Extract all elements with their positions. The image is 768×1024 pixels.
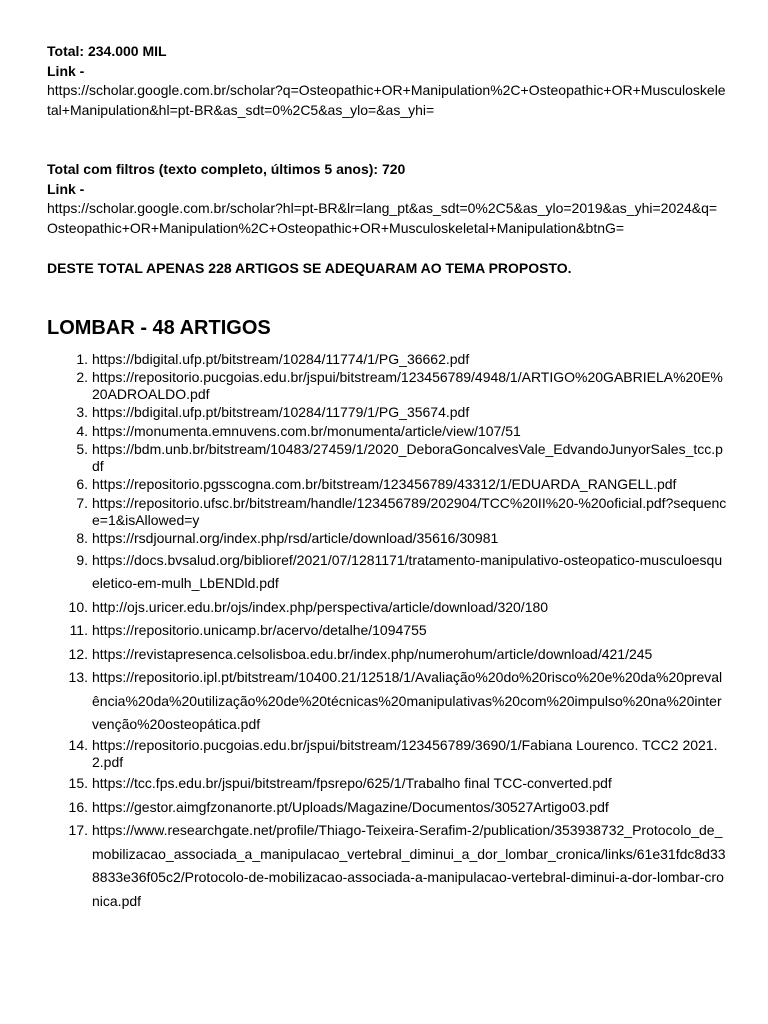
- reference-link[interactable]: https://bdigital.ufp.pt/bitstream/10284/11779/1/PG_35674.pdf: [92, 404, 470, 421]
- reference-link[interactable]: https://revistapresenca.celsolisboa.edu.br/index.php/numerohum/article/download/421/245: [92, 645, 653, 662]
- list-item-number: 9.: [76, 551, 88, 568]
- list-item-number: 6.: [76, 476, 88, 493]
- list-item: [47, 476, 727, 494]
- list-item-number: 12.: [68, 645, 88, 662]
- list-item-number: 2.: [76, 368, 88, 385]
- list-item: [47, 441, 727, 476]
- list-item-number: 17.: [68, 822, 88, 839]
- selection-notice: DESTE TOTAL APENAS 228 ARTIGOS SE ADEQUARAM AO TEMA PROPOSTO.: [47, 260, 572, 276]
- reference-link[interactable]: https://monumenta.emnuvens.com.br/monumenta/article/view/107/51: [92, 422, 521, 439]
- reference-link[interactable]: https://repositorio.pucgoias.edu.br/jspui/bitstream/123456789/3690/1/Fabiana Lourenco. TCC2 2021.2.pdf: [92, 736, 718, 770]
- list-item: [47, 530, 727, 548]
- reference-link[interactable]: https://docs.bvsalud.org/biblioref/2021/07/1281171/tratamento-manipulativo-osteopatico-musculoesqueletico-em-mulh_LbENDld.pdf: [92, 551, 723, 591]
- list-item: [47, 619, 727, 643]
- reference-link[interactable]: https://repositorio.pgsscogna.com.br/bitstream/123456789/43312/1/EDUARDA_RANGELL.pdf: [92, 476, 677, 493]
- search-summary-total: [47, 42, 727, 120]
- reference-link[interactable]: https://repositorio.ufsc.br/bitstream/handle/123456789/202904/TCC%20II%20-%20oficial.pdf?sequence=1&isAllowed=y: [92, 494, 727, 529]
- list-item: [47, 666, 727, 737]
- list-item: [47, 819, 727, 913]
- document-page: [47, 42, 727, 913]
- list-item: [47, 596, 727, 620]
- filtered-scholar-link-url[interactable]: https://scholar.google.com.br/scholar?hl=pt-BR&lr=lang_pt&as_sdt=0%2C5&as_ylo=2019&as_yhi=2024&q=Osteopathic+OR+Manipulation%2C+Osteopathic+OR+Musculoskeletal+Manipulation&btnG=: [47, 200, 718, 236]
- reference-link[interactable]: https://repositorio.unicamp.br/acervo/detalhe/1094755: [92, 622, 427, 638]
- reference-link[interactable]: https://bdm.unb.br/bitstream/10483/27459/1/2020_DeboraGoncalvesVale_EdvandoJunyorSales_tcc.pdf: [92, 440, 723, 475]
- reference-link[interactable]: https://tcc.fps.edu.br/jspui/bitstream/fpsrepo/625/1/Trabalho final TCC-converted.pdf: [92, 775, 612, 792]
- reference-link[interactable]: https://repositorio.ipl.pt/bitstream/10400.21/12518/1/Avaliação%20do%20risco%20e%20da%20prevalência%20da%20utilização%20de%20técnicas%20manipulativas%20com%20impulso%20na%20intervenção%20osteopática.pdf: [92, 669, 723, 732]
- list-item: [47, 796, 727, 820]
- scholar-link-url[interactable]: https://scholar.google.com.br/scholar?q=Osteopathic+OR+Manipulation%2C+Osteopathic+OR+Musculoskeletal+Manipulation&hl=pt-BR&as_sdt=0%2C5&as_ylo=&as_yhi=: [47, 82, 726, 118]
- filtered-total-label: Total com filtros (texto completo, últimos 5 anos): 720: [47, 161, 406, 177]
- list-item-number: 10.: [68, 598, 88, 615]
- list-item: [47, 643, 727, 667]
- list-item-number: 13.: [68, 669, 88, 685]
- list-item: [47, 495, 727, 530]
- list-item-number: 11.: [69, 622, 88, 638]
- list-item-number: 3.: [76, 404, 88, 421]
- list-item: [47, 549, 727, 596]
- list-item-number: 7.: [76, 494, 88, 511]
- reference-link[interactable]: https://www.researchgate.net/profile/Thiago-Teixeira-Serafim-2/publication/353938732_Protocolo_de_mobilizacao_associada_a_manipulacao_vertebral_diminui_a_dor_lombar_cronica/links/61e31fdc8d338833e36f05c2/Protocolo-de-mobilizacao-associada-a-manipulacao-vertebral-diminui-a-dor-lombar-cronica.pdf: [92, 822, 726, 909]
- list-item-number: 1.: [76, 350, 88, 367]
- search-summary-filtered: [47, 160, 727, 238]
- reference-link[interactable]: https://rsdjournal.org/index.php/rsd/article/download/35616/30981: [92, 530, 499, 547]
- reference-link[interactable]: http://ojs.uricer.edu.br/ojs/index.php/perspectiva/article/download/320/180: [92, 598, 549, 615]
- list-item: [47, 404, 727, 422]
- reference-link[interactable]: https://repositorio.pucgoias.edu.br/jspui/bitstream/123456789/4948/1/ARTIGO%20GABRIELA%20E%20ADROALDO.pdf: [92, 368, 723, 403]
- filtered-link-label: Link -: [47, 180, 85, 197]
- list-item-number: 15.: [68, 775, 88, 792]
- list-item: [47, 423, 727, 441]
- reference-link[interactable]: https://gestor.aimgfzonanorte.pt/Uploads/Magazine/Documentos/30527Artigo03.pdf: [92, 798, 609, 815]
- list-item-number: 8.: [76, 530, 88, 547]
- list-item-number: 14.: [68, 736, 88, 753]
- list-item-number: 5.: [76, 440, 88, 457]
- list-item: [47, 772, 727, 796]
- link-label: Link -: [47, 62, 85, 79]
- reference-list: [47, 351, 727, 914]
- total-label: Total: 234.000 MIL: [47, 43, 167, 59]
- section-title: LOMBAR - 48 ARTIGOS: [47, 316, 271, 339]
- list-item: [47, 351, 727, 369]
- list-item-number: 4.: [76, 422, 88, 439]
- list-item: [47, 369, 727, 404]
- list-item: [47, 737, 727, 772]
- list-item-number: 16.: [68, 798, 88, 815]
- reference-link[interactable]: https://bdigital.ufp.pt/bitstream/10284/11774/1/PG_36662.pdf: [92, 350, 470, 367]
